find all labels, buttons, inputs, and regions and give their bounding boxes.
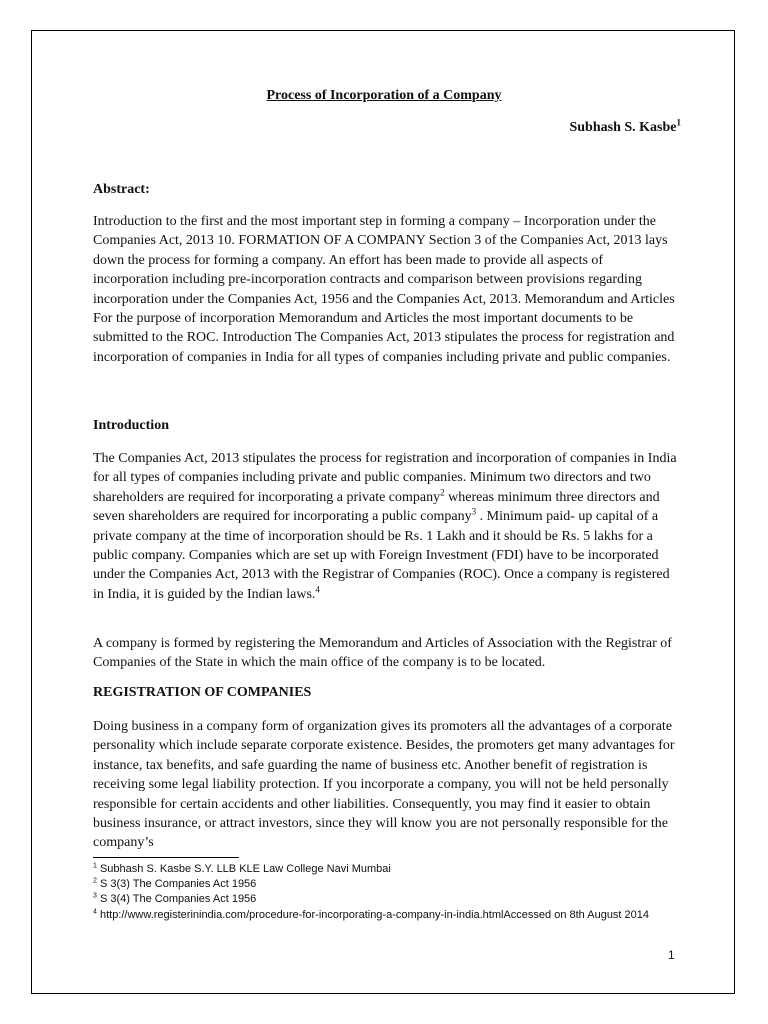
footnote-3-mark: 3 xyxy=(93,892,97,900)
registration-heading: REGISTRATION OF COMPANIES xyxy=(93,685,312,700)
footnote-1 xyxy=(93,862,683,877)
introduction-paragraph-1 xyxy=(93,449,678,604)
footnote-4-mark: 4 xyxy=(93,907,97,915)
introduction-body xyxy=(93,449,678,604)
footnotes xyxy=(93,862,683,923)
author-name xyxy=(569,117,681,136)
intro-text-a: The Companies Act, 2013 stipulates the process for registration and incorporation of companies in India for all types of companies including private and public companies. Minimum two directors and two shareholders are required for incorporating a private company xyxy=(93,451,677,505)
footnote-3 xyxy=(93,892,683,907)
intro-text-c: . Minimum paid- up capital of a private company at the time of incorporation should be Rs. 1 Lakh and it should be Rs. 5 lakhs for a public company. Companies which are set up with Foreign Investment (FDI) have to be incorporated under the Companies Act, 2013 with the Registrar of Companies (ROC). Once a company is registered in India, it is guided by the Indian laws. xyxy=(93,509,670,602)
footnote-2-text: S 3(3) The Companies Act 1956 xyxy=(96,878,257,891)
footnote-1-mark: 1 xyxy=(93,862,97,870)
footnote-ref-4: 4 xyxy=(315,584,320,595)
abstract-paragraph: Introduction to the first and the most important step in forming a company – Incorporation under the Companies Act, 2013 10. FORMATION OF A COMPANY Section 3 of the Companies Act, 2013 lays down the process for forming a company. An effort has been made to provide all aspects of incorporation including pre-incorporation contracts and comparison between provisions regarding incorporation under the Companies Act, 1956 and the Companies Act, 2013. Memorandum and Articles For the purpose of incorporation Memorandum and Articles the most important documents to be submitted to the ROC. Introduction The Companies Act, 2013 stipulates the process for registration and incorporation of companies in India for all types of companies including private and public companies. xyxy=(93,214,675,365)
author-name-text: Subhash S. Kasbe xyxy=(569,120,677,135)
introduction-body-2 xyxy=(93,634,678,673)
footnote-1-text: Subhash S. Kasbe S.Y. LLB KLE Law College Navi Mumbai xyxy=(96,863,391,875)
footnote-separator xyxy=(93,857,239,858)
intro-text-b: whereas minimum three directors and seven shareholders are required for incorporating a public company xyxy=(93,489,660,525)
footnote-3-text: S 3(4) The Companies Act 1956 xyxy=(96,893,257,906)
introduction-paragraph-2: A company is formed by registering the Memorandum and Articles of Association with the Registrar of Companies of the State in which the main office of the company is to be located. xyxy=(93,636,672,671)
abstract-body xyxy=(93,212,678,367)
document-title: Process of Incorporation of a Company xyxy=(266,88,502,103)
footnote-ref-1: 1 xyxy=(676,117,681,128)
footnote-2-mark: 2 xyxy=(93,877,97,885)
footnote-2 xyxy=(93,877,683,892)
registration-body xyxy=(93,717,678,853)
abstract-heading: Abstract: xyxy=(93,182,150,197)
footnote-4-text: http://www.registerinindia.com/procedure-for-incorporating-a-company-in-india.htmlAccessed on 8th August 2014 xyxy=(96,908,650,921)
introduction-heading: Introduction xyxy=(93,418,169,433)
registration-paragraph: Doing business in a company form of organization gives its promoters all the advantages of a corporate personality which include separate corporate existence. Besides, the promoters get many advantages for instance, tax benefits, and safe guarding the name of business etc. Another benefit of registration is receiving some legal liability protection. If you incorporate a company, you will not be held personally responsible for certain accidents and other liabilities. Consequently, you may find it easier to obtain business insurance, or attract investors, since they will know you are not personally responsible for the company’s xyxy=(93,719,675,851)
footnote-ref-2: 2 xyxy=(440,487,445,498)
page-number: 1 xyxy=(668,948,675,962)
footnote-ref-3: 3 xyxy=(471,506,477,517)
footnote-4 xyxy=(93,908,683,923)
